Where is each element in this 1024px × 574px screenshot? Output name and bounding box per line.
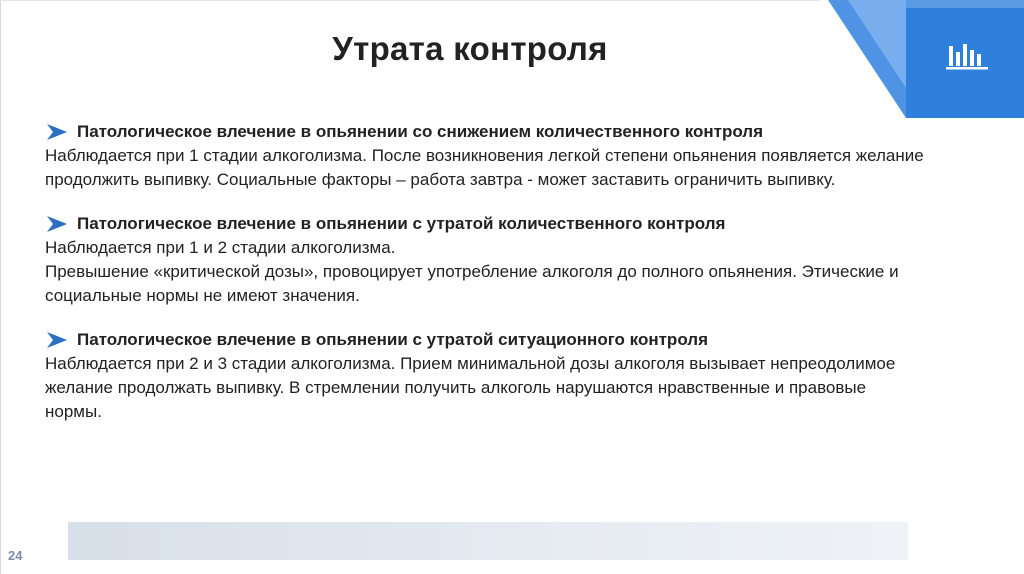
item-body-text: Наблюдается при 1 и 2 стадии алкоголизма.: [45, 238, 396, 257]
item-heading-text: Патологическое влечение в опьянении с утратой количественного контроля: [77, 214, 726, 233]
page-number: 24: [8, 548, 23, 563]
item-body-text: Превышение «критической дозы», провоцирует употребление алкоголя до полного опьянения. Этические и социальные нормы не имеют значения.: [45, 262, 899, 305]
item-body-text: Наблюдается при 2 и 3 стадии алкоголизма. Прием минимальной дозы алкоголя вызывает непреодолимое желание продолжать выпивку. В стремлении получить алкоголь нарушаются нравственные и правовые нормы.: [45, 354, 896, 421]
arrow-bullet-icon: [45, 214, 69, 234]
footer-bar: [68, 522, 908, 560]
item-heading-text: Патологическое влечение в опьянении со снижением количественного контроля: [77, 122, 764, 141]
item-body: [45, 236, 925, 308]
list-item: [45, 212, 925, 308]
arrow-bullet-icon: [45, 330, 69, 350]
item-body: [45, 144, 925, 192]
bar-chart-icon: [944, 40, 990, 72]
arrow-bullet-icon: [45, 122, 69, 142]
item-heading-text: Патологическое влечение в опьянении с утратой ситуационного контроля: [77, 330, 708, 349]
item-body: [45, 352, 925, 424]
item-body-text: Наблюдается при 1 стадии алкоголизма. После возникновения легкой степени опьянения появляется желание продолжить выпивку. Социальные факторы – работа завтра - может заставить ограничить выпивку.: [45, 146, 924, 189]
list-item: [45, 120, 925, 192]
slide-title: Утрата контроля: [332, 30, 608, 67]
content-list: [45, 120, 925, 444]
item-heading: [45, 328, 925, 352]
item-heading: [45, 120, 925, 144]
item-heading: [45, 212, 925, 236]
list-item: [45, 328, 925, 424]
